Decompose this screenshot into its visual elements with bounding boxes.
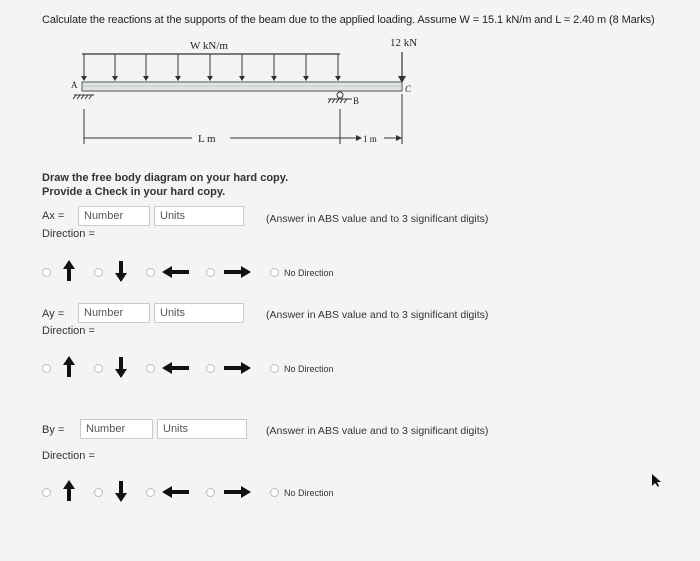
ax-label: Ax = xyxy=(42,210,65,222)
arrow-left-icon xyxy=(162,486,190,498)
point-c-label: C xyxy=(405,84,412,94)
by-direction-label: Direction = xyxy=(42,450,95,462)
ax-units-input[interactable]: Units xyxy=(154,206,244,226)
by-number-input[interactable]: Number xyxy=(80,419,153,439)
arrow-up-icon xyxy=(62,480,76,502)
ay-number-input[interactable]: Number xyxy=(78,303,150,323)
ax-radio-right[interactable] xyxy=(206,268,215,277)
by-radio-up[interactable] xyxy=(42,488,51,497)
ax-radio-down[interactable] xyxy=(94,268,103,277)
arrow-left-icon xyxy=(162,362,190,374)
point-load-label: 12 kN xyxy=(390,37,418,49)
distributed-load-label: W kN/m xyxy=(190,40,228,52)
by-hint: (Answer in ABS value and to 3 significant digits) xyxy=(266,425,489,437)
ay-radio-up[interactable] xyxy=(42,364,51,373)
arrow-up-icon xyxy=(62,356,76,378)
ay-radio-left[interactable] xyxy=(146,364,155,373)
ay-direction-label: Direction = xyxy=(42,325,95,337)
ax-hint: (Answer in ABS value and to 3 significant digits) xyxy=(266,213,489,225)
ay-radio-right[interactable] xyxy=(206,364,215,373)
arrow-down-icon xyxy=(114,481,128,503)
beam xyxy=(82,82,402,91)
by-radio-down[interactable] xyxy=(94,488,103,497)
roller-support-b xyxy=(328,92,352,103)
arrow-left-icon xyxy=(162,266,190,278)
instruction-check: Provide a Check in your hard copy. xyxy=(42,186,226,198)
ax-radio-left[interactable] xyxy=(146,268,155,277)
ay-units-input[interactable]: Units xyxy=(154,303,244,323)
point-b-label: B xyxy=(353,96,360,106)
arrow-right-icon xyxy=(224,266,252,278)
by-units-input[interactable]: Units xyxy=(157,419,247,439)
arrow-up-icon xyxy=(62,260,76,282)
arrow-right-icon xyxy=(224,362,252,374)
beam-diagram xyxy=(60,34,440,159)
ax-radio-up[interactable] xyxy=(42,268,51,277)
ay-radio-no-direction[interactable] xyxy=(270,364,279,373)
ay-radio-down[interactable] xyxy=(94,364,103,373)
span-label: L m xyxy=(198,133,216,145)
ax-radio-no-direction[interactable] xyxy=(270,268,279,277)
overhang-label: 1 m xyxy=(363,134,377,144)
by-radio-no-direction[interactable] xyxy=(270,488,279,497)
question-text: Calculate the reactions at the supports of the beam due to the applied loading. Assume W = 15.1 kN/m and L = 2.40 m (8 Marks) xyxy=(42,14,655,26)
arrow-down-icon xyxy=(114,261,128,283)
mouse-cursor-icon xyxy=(652,474,662,488)
by-radio-right[interactable] xyxy=(206,488,215,497)
by-no-direction-label: No Direction xyxy=(284,488,334,498)
instruction-fbd: Draw the free body diagram on your hard copy. xyxy=(42,172,289,184)
ax-direction-label: Direction = xyxy=(42,228,95,240)
ay-label: Ay = xyxy=(42,308,65,320)
arrow-down-icon xyxy=(114,357,128,379)
ay-hint: (Answer in ABS value and to 3 significant digits) xyxy=(266,309,489,321)
point-a-label: A xyxy=(71,80,78,90)
by-label: By = xyxy=(42,424,65,436)
ax-number-input[interactable]: Number xyxy=(78,206,150,226)
by-radio-left[interactable] xyxy=(146,488,155,497)
ax-no-direction-label: No Direction xyxy=(284,268,334,278)
distributed-load-arrows xyxy=(84,54,338,79)
arrow-right-icon xyxy=(224,486,252,498)
ay-no-direction-label: No Direction xyxy=(284,364,334,374)
pin-support-a xyxy=(73,95,94,99)
